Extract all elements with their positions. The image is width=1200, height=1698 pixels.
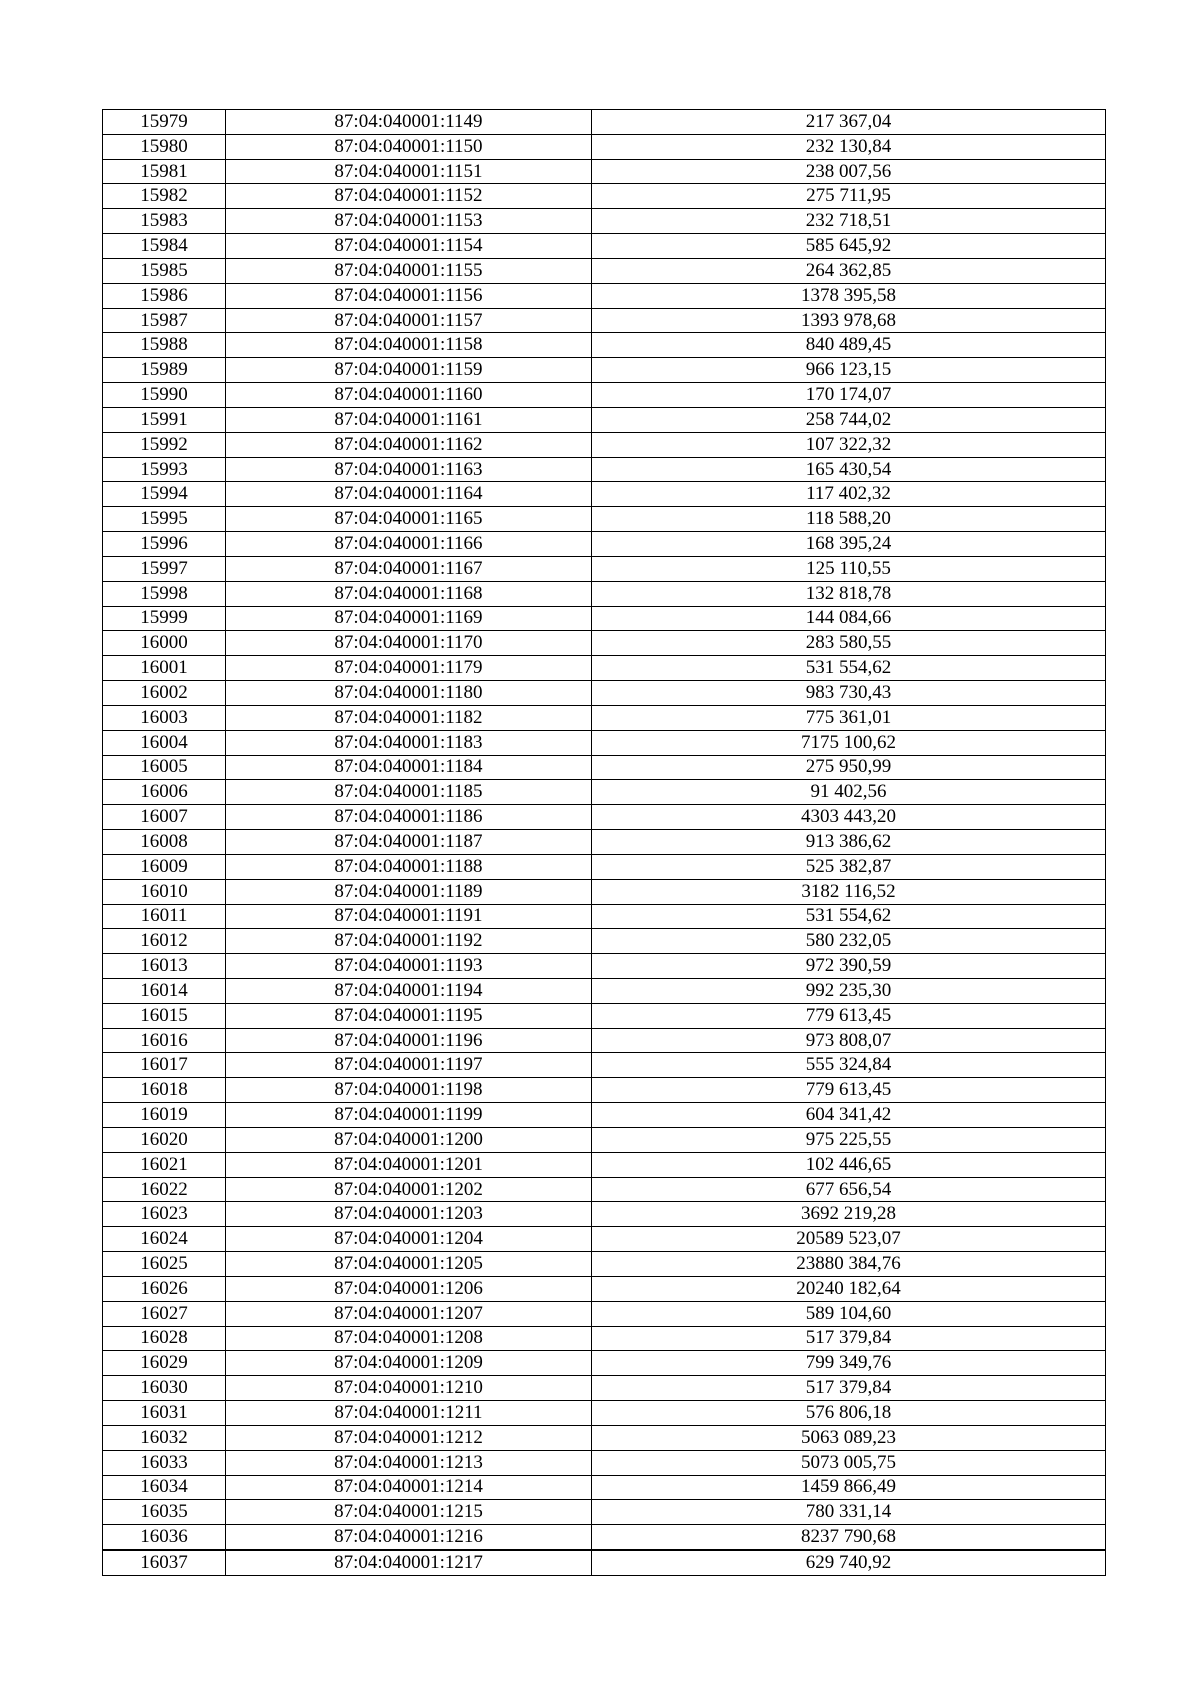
table-row <box>103 805 1106 830</box>
row-number-cell: 16008 <box>103 830 226 855</box>
row-number-cell: 15979 <box>103 110 226 135</box>
row-number-cell: 15996 <box>103 532 226 557</box>
row-number-cell: 16007 <box>103 805 226 830</box>
table-row <box>103 904 1106 929</box>
row-number-cell: 15981 <box>103 159 226 184</box>
row-number-cell: 15993 <box>103 457 226 482</box>
cadastral-number-cell: 87:04:040001:1158 <box>226 333 592 358</box>
cadastral-value-cell: 125 110,55 <box>592 556 1106 581</box>
cadastral-number-cell: 87:04:040001:1216 <box>226 1525 592 1550</box>
row-number-cell: 15997 <box>103 556 226 581</box>
cadastral-number-cell: 87:04:040001:1209 <box>226 1351 592 1376</box>
table-row <box>103 482 1106 507</box>
row-number-cell: 15991 <box>103 407 226 432</box>
cadastral-value-cell: 283 580,55 <box>592 631 1106 656</box>
cadastral-value-cell: 983 730,43 <box>592 681 1106 706</box>
cadastral-number-cell: 87:04:040001:1193 <box>226 954 592 979</box>
cadastral-value-cell: 20589 523,07 <box>592 1227 1106 1252</box>
table-row <box>103 1401 1106 1426</box>
cadastral-value-cell: 1459 866,49 <box>592 1475 1106 1500</box>
cadastral-value-cell: 232 130,84 <box>592 134 1106 159</box>
cadastral-value-cell: 775 361,01 <box>592 705 1106 730</box>
cadastral-value-cell: 576 806,18 <box>592 1401 1106 1426</box>
cadastral-number-cell: 87:04:040001:1159 <box>226 358 592 383</box>
row-number-cell: 16027 <box>103 1301 226 1326</box>
table-row <box>103 1053 1106 1078</box>
cadastral-number-cell: 87:04:040001:1180 <box>226 681 592 706</box>
cadastral-value-cell: 525 382,87 <box>592 854 1106 879</box>
cadastral-number-cell: 87:04:040001:1153 <box>226 209 592 234</box>
table-body <box>103 110 1106 1576</box>
cadastral-value-cell: 275 950,99 <box>592 755 1106 780</box>
cadastral-number-cell: 87:04:040001:1202 <box>226 1177 592 1202</box>
row-number-cell: 16033 <box>103 1450 226 1475</box>
table-row <box>103 1252 1106 1277</box>
cadastral-value-cell: 23880 384,76 <box>592 1252 1106 1277</box>
table-row <box>103 631 1106 656</box>
row-number-cell: 16018 <box>103 1078 226 1103</box>
table-row <box>103 1103 1106 1128</box>
row-number-cell: 16029 <box>103 1351 226 1376</box>
cadastral-value-cell: 117 402,32 <box>592 482 1106 507</box>
row-number-cell: 15988 <box>103 333 226 358</box>
table-row <box>103 730 1106 755</box>
row-number-cell: 16037 <box>103 1550 226 1575</box>
cadastral-number-cell: 87:04:040001:1186 <box>226 805 592 830</box>
cadastral-value-cell: 966 123,15 <box>592 358 1106 383</box>
cadastral-number-cell: 87:04:040001:1210 <box>226 1376 592 1401</box>
table-row <box>103 1351 1106 1376</box>
cadastral-number-cell: 87:04:040001:1167 <box>226 556 592 581</box>
row-number-cell: 15987 <box>103 308 226 333</box>
table-row <box>103 1227 1106 1252</box>
cadastral-number-cell: 87:04:040001:1212 <box>226 1425 592 1450</box>
table-row <box>103 830 1106 855</box>
table-row <box>103 606 1106 631</box>
cadastral-number-cell: 87:04:040001:1151 <box>226 159 592 184</box>
row-number-cell: 15984 <box>103 234 226 259</box>
table-row <box>103 532 1106 557</box>
cadastral-value-cell: 531 554,62 <box>592 904 1106 929</box>
table-row <box>103 507 1106 532</box>
cadastral-value-cell: 972 390,59 <box>592 954 1106 979</box>
table-row <box>103 283 1106 308</box>
table-row <box>103 954 1106 979</box>
cadastral-number-cell: 87:04:040001:1204 <box>226 1227 592 1252</box>
cadastral-number-cell: 87:04:040001:1215 <box>226 1500 592 1525</box>
cadastral-value-cell: 7175 100,62 <box>592 730 1106 755</box>
table-row <box>103 1550 1106 1575</box>
cadastral-value-cell: 517 379,84 <box>592 1326 1106 1351</box>
row-number-cell: 16017 <box>103 1053 226 1078</box>
cadastral-value-cell: 3182 116,52 <box>592 879 1106 904</box>
cadastral-number-cell: 87:04:040001:1197 <box>226 1053 592 1078</box>
table-row <box>103 1003 1106 1028</box>
cadastral-number-cell: 87:04:040001:1187 <box>226 830 592 855</box>
cadastral-value-cell: 5073 005,75 <box>592 1450 1106 1475</box>
cadastral-number-cell: 87:04:040001:1164 <box>226 482 592 507</box>
cadastral-number-cell: 87:04:040001:1203 <box>226 1202 592 1227</box>
cadastral-value-cell: 132 818,78 <box>592 581 1106 606</box>
cadastral-number-cell: 87:04:040001:1189 <box>226 879 592 904</box>
cadastral-value-cell: 677 656,54 <box>592 1177 1106 1202</box>
cadastral-number-cell: 87:04:040001:1200 <box>226 1127 592 1152</box>
cadastral-value-cell: 165 430,54 <box>592 457 1106 482</box>
cadastral-value-cell: 168 395,24 <box>592 532 1106 557</box>
cadastral-number-cell: 87:04:040001:1196 <box>226 1028 592 1053</box>
cadastral-number-cell: 87:04:040001:1191 <box>226 904 592 929</box>
table-row <box>103 258 1106 283</box>
table-row <box>103 978 1106 1003</box>
row-number-cell: 15999 <box>103 606 226 631</box>
table-row <box>103 1301 1106 1326</box>
cadastral-value-cell: 217 367,04 <box>592 110 1106 135</box>
table-row <box>103 234 1106 259</box>
cadastral-number-cell: 87:04:040001:1213 <box>226 1450 592 1475</box>
table-row <box>103 1202 1106 1227</box>
row-number-cell: 16011 <box>103 904 226 929</box>
cadastral-value-cell: 973 808,07 <box>592 1028 1106 1053</box>
row-number-cell: 16036 <box>103 1525 226 1550</box>
table-row <box>103 1276 1106 1301</box>
table-row <box>103 333 1106 358</box>
row-number-cell: 16024 <box>103 1227 226 1252</box>
cadastral-number-cell: 87:04:040001:1152 <box>226 184 592 209</box>
table-row <box>103 308 1106 333</box>
cadastral-value-cell: 585 645,92 <box>592 234 1106 259</box>
cadastral-value-cell: 517 379,84 <box>592 1376 1106 1401</box>
row-number-cell: 16000 <box>103 631 226 656</box>
table-row <box>103 1028 1106 1053</box>
cadastral-value-cell: 118 588,20 <box>592 507 1106 532</box>
cadastral-number-cell: 87:04:040001:1149 <box>226 110 592 135</box>
cadastral-number-cell: 87:04:040001:1217 <box>226 1550 592 1575</box>
table-row <box>103 755 1106 780</box>
row-number-cell: 15983 <box>103 209 226 234</box>
cadastral-number-cell: 87:04:040001:1154 <box>226 234 592 259</box>
table-row <box>103 110 1106 135</box>
cadastral-value-cell: 5063 089,23 <box>592 1425 1106 1450</box>
cadastral-number-cell: 87:04:040001:1201 <box>226 1152 592 1177</box>
cadastral-number-cell: 87:04:040001:1184 <box>226 755 592 780</box>
table-row <box>103 1475 1106 1500</box>
table-row <box>103 1078 1106 1103</box>
row-number-cell: 16002 <box>103 681 226 706</box>
cadastral-number-cell: 87:04:040001:1199 <box>226 1103 592 1128</box>
table-row <box>103 854 1106 879</box>
row-number-cell: 15995 <box>103 507 226 532</box>
table-row <box>103 1500 1106 1525</box>
row-number-cell: 16021 <box>103 1152 226 1177</box>
cadastral-number-cell: 87:04:040001:1208 <box>226 1326 592 1351</box>
cadastral-value-cell: 580 232,05 <box>592 929 1106 954</box>
cadastral-number-cell: 87:04:040001:1214 <box>226 1475 592 1500</box>
cadastral-value-cell: 840 489,45 <box>592 333 1106 358</box>
row-number-cell: 16014 <box>103 978 226 1003</box>
row-number-cell: 16022 <box>103 1177 226 1202</box>
row-number-cell: 15994 <box>103 482 226 507</box>
cadastral-value-cell: 779 613,45 <box>592 1078 1106 1103</box>
cadastral-value-cell: 799 349,76 <box>592 1351 1106 1376</box>
cadastral-value-cell: 107 322,32 <box>592 432 1106 457</box>
table-row <box>103 656 1106 681</box>
table-row <box>103 681 1106 706</box>
row-number-cell: 15998 <box>103 581 226 606</box>
cadastral-number-cell: 87:04:040001:1194 <box>226 978 592 1003</box>
cadastral-number-cell: 87:04:040001:1179 <box>226 656 592 681</box>
row-number-cell: 16020 <box>103 1127 226 1152</box>
row-number-cell: 16019 <box>103 1103 226 1128</box>
cadastral-value-cell: 913 386,62 <box>592 830 1106 855</box>
row-number-cell: 16004 <box>103 730 226 755</box>
row-number-cell: 16012 <box>103 929 226 954</box>
cadastral-value-cell: 258 744,02 <box>592 407 1106 432</box>
cadastral-number-cell: 87:04:040001:1156 <box>226 283 592 308</box>
cadastral-value-cell: 1378 395,58 <box>592 283 1106 308</box>
row-number-cell: 15985 <box>103 258 226 283</box>
table-row <box>103 1525 1106 1550</box>
cadastral-number-cell: 87:04:040001:1206 <box>226 1276 592 1301</box>
table-row <box>103 159 1106 184</box>
cadastral-number-cell: 87:04:040001:1183 <box>226 730 592 755</box>
cadastral-number-cell: 87:04:040001:1207 <box>226 1301 592 1326</box>
row-number-cell: 16023 <box>103 1202 226 1227</box>
cadastral-value-cell: 589 104,60 <box>592 1301 1106 1326</box>
cadastral-number-cell: 87:04:040001:1182 <box>226 705 592 730</box>
row-number-cell: 15989 <box>103 358 226 383</box>
row-number-cell: 16006 <box>103 780 226 805</box>
row-number-cell: 16025 <box>103 1252 226 1277</box>
table-row <box>103 407 1106 432</box>
row-number-cell: 15980 <box>103 134 226 159</box>
cadastral-number-cell: 87:04:040001:1192 <box>226 929 592 954</box>
cadastral-number-cell: 87:04:040001:1188 <box>226 854 592 879</box>
table-row <box>103 705 1106 730</box>
cadastral-number-cell: 87:04:040001:1157 <box>226 308 592 333</box>
cadastral-value-cell: 238 007,56 <box>592 159 1106 184</box>
cadastral-value-cell: 779 613,45 <box>592 1003 1106 1028</box>
row-number-cell: 15982 <box>103 184 226 209</box>
table-row <box>103 556 1106 581</box>
cadastral-number-cell: 87:04:040001:1150 <box>226 134 592 159</box>
row-number-cell: 16026 <box>103 1276 226 1301</box>
cadastral-number-cell: 87:04:040001:1198 <box>226 1078 592 1103</box>
table-row <box>103 432 1106 457</box>
row-number-cell: 15990 <box>103 383 226 408</box>
cadastral-number-cell: 87:04:040001:1185 <box>226 780 592 805</box>
cadastral-value-cell: 20240 182,64 <box>592 1276 1106 1301</box>
cadastral-value-cell: 1393 978,68 <box>592 308 1106 333</box>
cadastral-value-cell: 992 235,30 <box>592 978 1106 1003</box>
cadastral-value-cell: 91 402,56 <box>592 780 1106 805</box>
cadastral-value-cell: 8237 790,68 <box>592 1525 1106 1550</box>
table-row <box>103 581 1106 606</box>
table-row <box>103 1127 1106 1152</box>
table-row <box>103 184 1106 209</box>
cadastral-value-cell: 102 446,65 <box>592 1152 1106 1177</box>
cadastral-value-cell: 604 341,42 <box>592 1103 1106 1128</box>
table-row <box>103 1376 1106 1401</box>
cadastral-value-cell: 780 331,14 <box>592 1500 1106 1525</box>
row-number-cell: 16028 <box>103 1326 226 1351</box>
row-number-cell: 16031 <box>103 1401 226 1426</box>
cadastral-number-cell: 87:04:040001:1162 <box>226 432 592 457</box>
row-number-cell: 16009 <box>103 854 226 879</box>
row-number-cell: 16015 <box>103 1003 226 1028</box>
cadastral-value-cell: 4303 443,20 <box>592 805 1106 830</box>
cadastral-value-cell: 170 174,07 <box>592 383 1106 408</box>
row-number-cell: 16003 <box>103 705 226 730</box>
table-row <box>103 879 1106 904</box>
cadastral-number-cell: 87:04:040001:1168 <box>226 581 592 606</box>
table-row <box>103 929 1106 954</box>
cadastral-number-cell: 87:04:040001:1166 <box>226 532 592 557</box>
cadastral-value-cell: 232 718,51 <box>592 209 1106 234</box>
cadastral-value-cell: 555 324,84 <box>592 1053 1106 1078</box>
cadastral-value-cell: 975 225,55 <box>592 1127 1106 1152</box>
row-number-cell: 16034 <box>103 1475 226 1500</box>
cadastral-value-cell: 264 362,85 <box>592 258 1106 283</box>
table-row <box>103 383 1106 408</box>
row-number-cell: 15986 <box>103 283 226 308</box>
table-row <box>103 134 1106 159</box>
cadastral-number-cell: 87:04:040001:1160 <box>226 383 592 408</box>
row-number-cell: 16016 <box>103 1028 226 1053</box>
cadastral-number-cell: 87:04:040001:1165 <box>226 507 592 532</box>
row-number-cell: 16030 <box>103 1376 226 1401</box>
cadastral-value-table <box>102 109 1106 1576</box>
table-row <box>103 209 1106 234</box>
table-row <box>103 1177 1106 1202</box>
row-number-cell: 16010 <box>103 879 226 904</box>
cadastral-number-cell: 87:04:040001:1163 <box>226 457 592 482</box>
row-number-cell: 16035 <box>103 1500 226 1525</box>
cadastral-number-cell: 87:04:040001:1195 <box>226 1003 592 1028</box>
table-row <box>103 1326 1106 1351</box>
row-number-cell: 16005 <box>103 755 226 780</box>
cadastral-number-cell: 87:04:040001:1161 <box>226 407 592 432</box>
table-row <box>103 1425 1106 1450</box>
row-number-cell: 15992 <box>103 432 226 457</box>
cadastral-value-cell: 629 740,92 <box>592 1550 1106 1575</box>
table-row <box>103 780 1106 805</box>
cadastral-value-cell: 3692 219,28 <box>592 1202 1106 1227</box>
cadastral-number-cell: 87:04:040001:1170 <box>226 631 592 656</box>
cadastral-value-cell: 275 711,95 <box>592 184 1106 209</box>
table-row <box>103 358 1106 383</box>
row-number-cell: 16013 <box>103 954 226 979</box>
cadastral-value-cell: 531 554,62 <box>592 656 1106 681</box>
cadastral-number-cell: 87:04:040001:1169 <box>226 606 592 631</box>
table-row <box>103 1152 1106 1177</box>
row-number-cell: 16001 <box>103 656 226 681</box>
cadastral-value-cell: 144 084,66 <box>592 606 1106 631</box>
table-row <box>103 457 1106 482</box>
cadastral-number-cell: 87:04:040001:1155 <box>226 258 592 283</box>
row-number-cell: 16032 <box>103 1425 226 1450</box>
cadastral-number-cell: 87:04:040001:1211 <box>226 1401 592 1426</box>
table-row <box>103 1450 1106 1475</box>
cadastral-number-cell: 87:04:040001:1205 <box>226 1252 592 1277</box>
